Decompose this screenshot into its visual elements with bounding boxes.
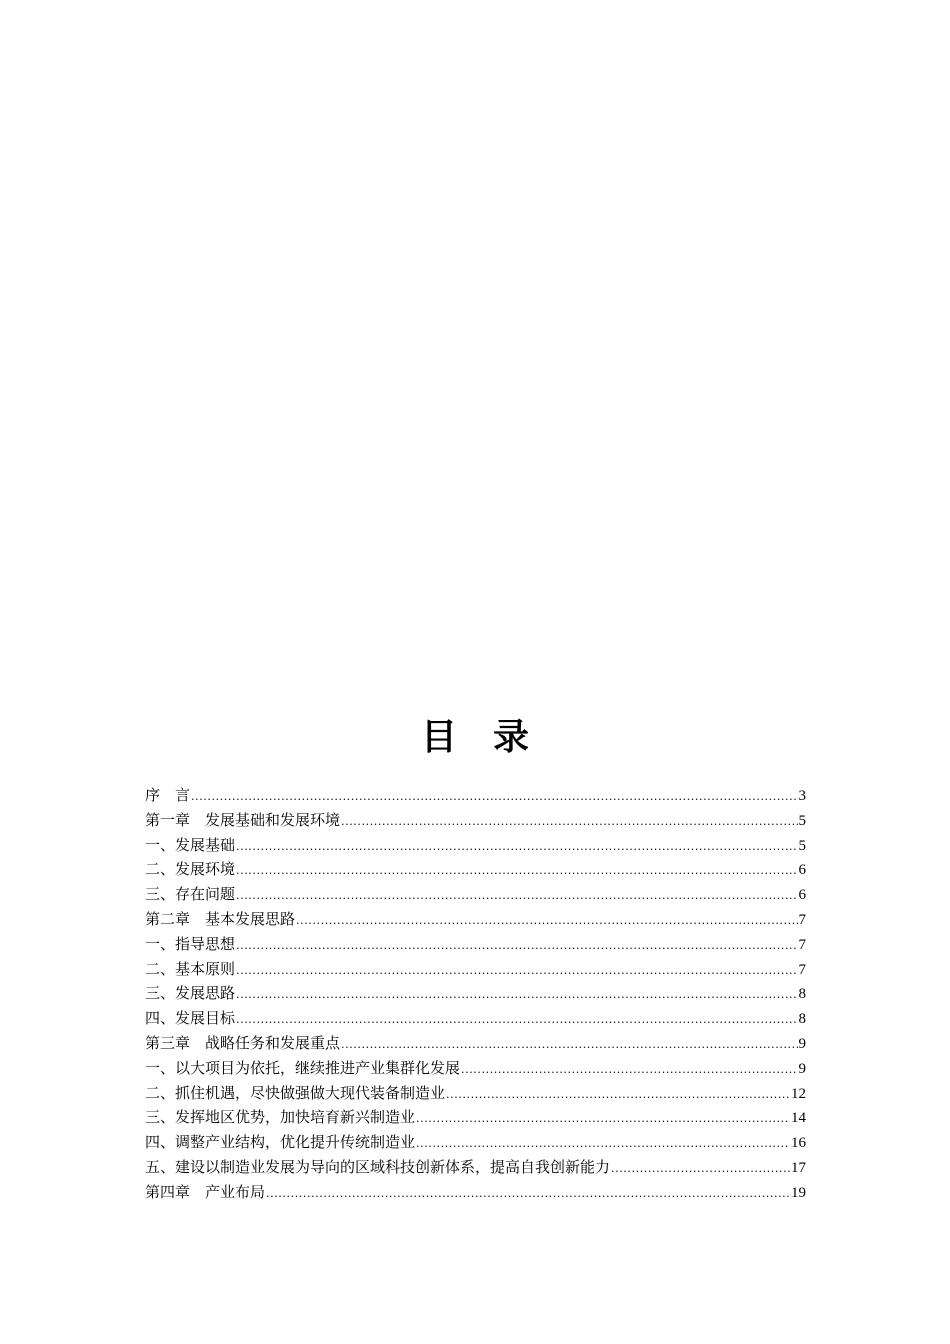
toc-dot-leader xyxy=(236,957,797,984)
toc-entry-page: 8 xyxy=(798,1011,806,1028)
toc-entry-label: 三、发挥地区优势，加快培育新兴制造业 xyxy=(145,1108,416,1127)
toc-entry-page: 7 xyxy=(798,961,806,978)
toc-entry-label: 四、调整产业结构，优化提升传统制造业 xyxy=(145,1133,416,1152)
toc-entry[interactable] xyxy=(145,1180,806,1205)
toc-entry[interactable] xyxy=(145,981,806,1006)
toc-dot-leader xyxy=(191,783,797,810)
toc-entry-label: 第二章 基本发展思路 xyxy=(145,909,296,928)
toc-entry[interactable] xyxy=(145,857,806,882)
toc-entry[interactable] xyxy=(145,1130,806,1155)
toc-dot-leader xyxy=(236,857,797,884)
toc-dot-leader xyxy=(341,1031,797,1058)
toc-list xyxy=(145,783,806,1205)
toc-entry-label: 第一章 发展基础和发展环境 xyxy=(145,810,341,829)
toc-entry-page: 14 xyxy=(791,1110,806,1127)
toc-entry-label: 五、建设以制造业发展为导向的区域科技创新体系，提高自我创新能力 xyxy=(145,1157,611,1176)
toc-entry-label: 四、发展目标 xyxy=(145,1009,236,1028)
toc-entry[interactable] xyxy=(145,907,806,932)
toc-dot-leader xyxy=(236,981,797,1008)
toc-entry-page: 7 xyxy=(798,911,806,928)
toc-entry[interactable] xyxy=(145,1155,806,1180)
toc-entry[interactable] xyxy=(145,1081,806,1106)
toc-entry-page: 5 xyxy=(798,837,806,854)
toc-entry[interactable] xyxy=(145,932,806,957)
toc-entry-page: 9 xyxy=(798,1060,806,1077)
toc-dot-leader xyxy=(236,1006,797,1033)
toc-entry-page: 3 xyxy=(798,788,806,804)
toc-dot-leader xyxy=(416,1130,790,1157)
toc-dot-leader xyxy=(611,1155,790,1182)
toc-entry-page: 16 xyxy=(791,1135,806,1152)
toc-entry-page: 12 xyxy=(791,1085,806,1102)
toc-dot-leader xyxy=(236,932,797,959)
toc-entry-label: 一、发展基础 xyxy=(145,835,236,854)
toc-entry-page: 17 xyxy=(791,1159,806,1176)
toc-dot-leader xyxy=(461,1056,797,1083)
toc-entry[interactable] xyxy=(145,957,806,982)
toc-entry-label: 二、发展环境 xyxy=(145,860,236,879)
toc-entry[interactable] xyxy=(145,833,806,858)
toc-entry[interactable] xyxy=(145,1056,806,1081)
toc-dot-leader xyxy=(341,808,797,835)
toc-entry-label: 第四章 产业布局 xyxy=(145,1182,266,1201)
toc-entry-label: 二、基本原则 xyxy=(145,959,236,978)
toc-entry[interactable] xyxy=(145,808,806,833)
toc-entry[interactable] xyxy=(145,882,806,907)
toc-dot-leader xyxy=(236,833,797,860)
toc-dot-leader xyxy=(236,882,797,909)
toc-dot-leader xyxy=(416,1105,790,1132)
toc-entry[interactable] xyxy=(145,1031,806,1056)
toc-entry-label: 一、指导思想 xyxy=(145,934,236,953)
toc-entry[interactable] xyxy=(145,1006,806,1031)
toc-entry[interactable] xyxy=(145,783,806,808)
toc-dot-leader xyxy=(296,907,797,934)
toc-entry-label: 第三章 战略任务和发展重点 xyxy=(145,1033,341,1052)
toc-entry-page: 5 xyxy=(798,812,806,829)
toc-entry-label: 序 言 xyxy=(145,786,191,804)
toc-dot-leader xyxy=(446,1081,790,1108)
toc-dot-leader xyxy=(266,1180,790,1207)
toc-entry-page: 19 xyxy=(791,1184,806,1201)
toc-entry-label: 三、发展思路 xyxy=(145,984,236,1003)
toc-entry-page: 8 xyxy=(798,986,806,1003)
toc-entry[interactable] xyxy=(145,1105,806,1130)
toc-entry-label: 二、抓住机遇，尽快做强做大现代装备制造业 xyxy=(145,1083,446,1102)
toc-entry-page: 7 xyxy=(798,936,806,953)
toc-entry-label: 三、存在问题 xyxy=(145,885,236,904)
toc-title: 目 录 xyxy=(420,717,529,758)
toc-entry-page: 9 xyxy=(798,1035,806,1052)
toc-entry-page: 6 xyxy=(798,887,806,904)
toc-entry-label: 一、以大项目为依托，继续推进产业集群化发展 xyxy=(145,1058,461,1077)
toc-entry-page: 6 xyxy=(798,862,806,879)
